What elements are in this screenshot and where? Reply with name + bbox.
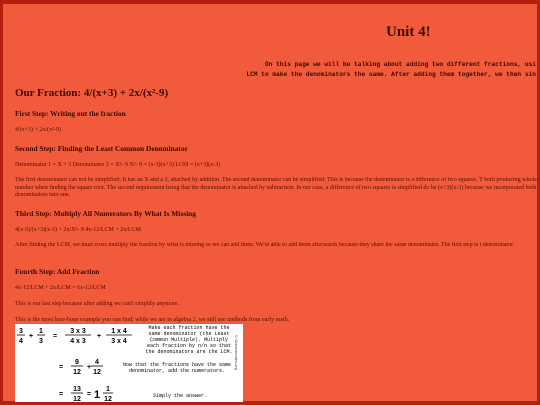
step-3-line-2: After finding the LCM, we must cross multiply the fraction by what is missing so we can add them. We're able to add them afterwards because they share the same denominator. The first step is t denominator. — [15, 242, 515, 248]
intro-text — [180, 60, 536, 90]
svg-text:=: = — [58, 391, 64, 398]
step-4-line-1: 4x-12/LCM + 2x/LCM = 6x-12/LCM — [15, 285, 106, 291]
ex-r2-b-num: 4 — [95, 359, 99, 366]
example-note-3: Simply the answer. — [152, 393, 207, 399]
svg-text:+: + — [96, 333, 102, 340]
step-2-heading: Second Step: Finding the Least Common Denominator — [15, 144, 188, 153]
ex-r1-c-num: 3 x 3 — [70, 328, 86, 335]
main-content — [15, 87, 537, 332]
ex-r1-b-den: 3 — [39, 338, 43, 345]
page-title: Unit 4! — [386, 24, 431, 40]
ex-r3-a-num: 13 — [73, 386, 81, 393]
ex-r1-b-num: 1 — [39, 328, 43, 335]
intro-line-2: LCM to make the denominators the same. After adding them together, we then sin — [246, 71, 536, 78]
svg-text:+: + — [28, 333, 34, 340]
ex-r3-f-num: 1 — [106, 386, 110, 393]
ex-r2-a-num: 9 — [75, 359, 79, 366]
step-4-heading: Fourth Step: Add Fraction — [15, 267, 100, 276]
ex-r1-d-den: 3 x 4 — [111, 338, 127, 345]
svg-text:+: + — [86, 364, 92, 371]
ex-r1-a-den: 4 — [19, 338, 23, 345]
svg-text:=: = — [86, 391, 92, 398]
step-2-line-2: The first denominator can not be simplified; It has an X and a 3, attached by addition. The second denominator can be simplified. This is because the denominator is a difference of two squares. T both producing whole number when finding the square root. The second requirement being that the denominator is attached by subtraction. In our case, a difference of two squares is simplified do be (x+3)(x-3) because we incorporated both denominators into one. — [15, 177, 537, 198]
frame-left — [0, 0, 3, 405]
ex-r2-b-den: 12 — [93, 369, 101, 376]
fraction-example-image — [15, 324, 243, 402]
ex-r1-d-num: 1 x 4 — [111, 328, 127, 335]
example-note-2: Now that the fractions have the same denominator, add the numerators. — [122, 362, 232, 374]
step-4-line-3: This is the most bare-bone example you can find; while we are in algebra 2, we still use methods from early math. — [15, 317, 290, 323]
svg-text:=: = — [52, 333, 58, 340]
ex-r2-a-den: 12 — [73, 369, 81, 376]
step-4-line-2: This is our last step because after adding we can't simplify anymore. — [15, 301, 180, 307]
svg-text:=: = — [58, 364, 64, 371]
ex-r1-c-den: 4 x 3 — [70, 338, 86, 345]
example-credit: ©Sciencenotes.org — [234, 334, 239, 370]
intro-line-1: On this page we will be talking about adding two different fractions, usi — [264, 61, 536, 68]
ex-r1-a-num: 3 — [19, 328, 23, 335]
step-3-line-1: 4(x-3)/(x+3)(x-3) + 2x/X²- 9 4x-12/LCM + 2x/LCM — [15, 227, 141, 233]
frame-top — [0, 0, 540, 4]
step-1-line-1: 4/(x+3) + 2x/(x²-9) — [15, 127, 61, 133]
step-3-heading: Third Step: Multiply All Numerators By What Is Missing — [15, 209, 196, 218]
example-note-1: Make each fraction have the same denominator (the Least Common Multiple). Multiply each fraction by n/n so that the denominators are the LCM. — [145, 325, 233, 355]
step-1-heading: First Step: Writing out the fraction — [15, 109, 126, 118]
step-2-line-1: Denominator 1 = X + 3 Denominator 2 = X²- 9 X²- 9 = (x-3)(x+3) LCM = (x+3)(x-3) — [15, 162, 221, 168]
ex-r3-a-den: 12 — [73, 396, 81, 402]
fraction-heading: Our Fraction: 4/(x+3) + 2x/(x²-9) — [15, 87, 169, 99]
ex-r3-whole: 1 — [93, 389, 101, 401]
ex-r3-f-den: 12 — [104, 396, 112, 402]
